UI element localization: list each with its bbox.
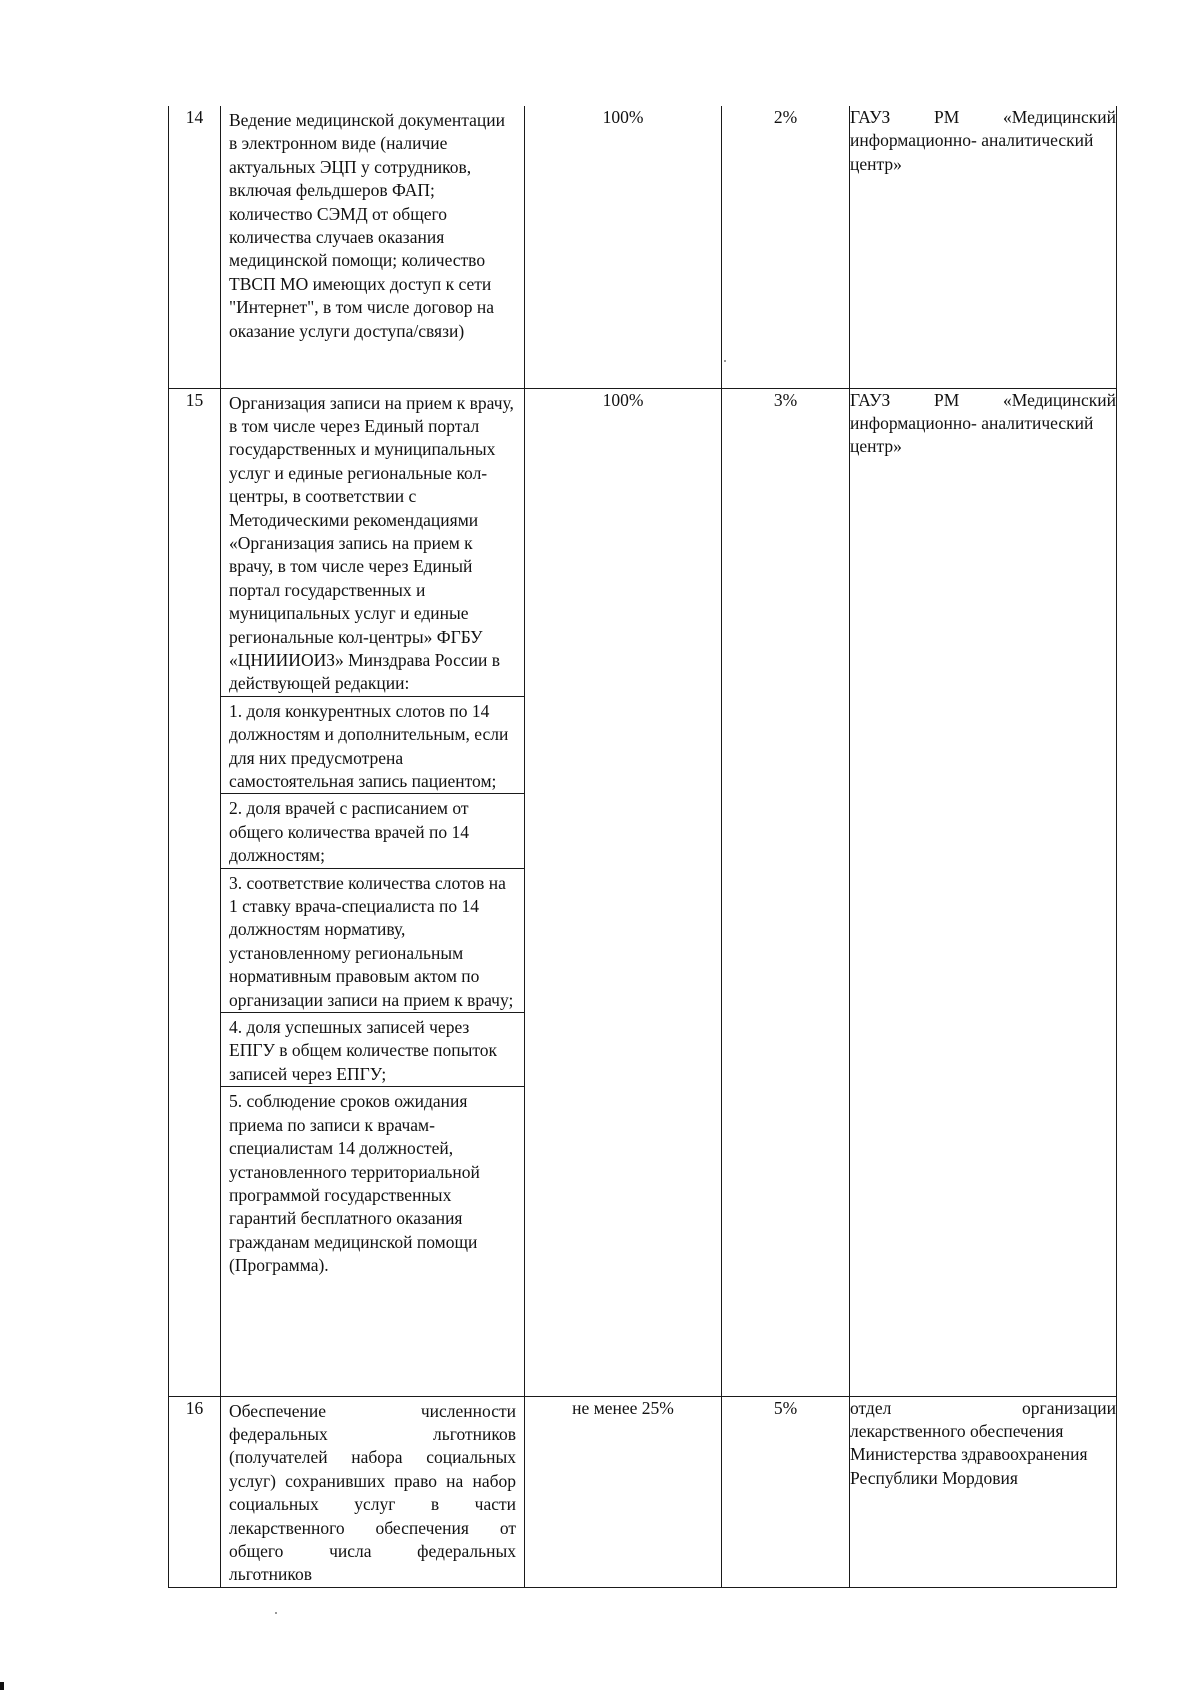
weight-value: 5% [722, 1396, 850, 1587]
indicator-description-cell [221, 1396, 525, 1587]
indicator-description-cell [221, 388, 525, 1396]
table-row [169, 106, 1117, 388]
weight-value: 3% [722, 388, 850, 1396]
indicator-description: Ведение медицинской документации в электронном виде (наличие актуальных ЭЦП у сотрудников, включая фельдшеров ФАП; количество СЭМД от общего количества случаев оказания медицинской помощи; количество ТВСП МО имеющих доступ к сети "Интернет", в том числе договор на оказание услуги доступа/связи) [229, 110, 505, 341]
responsible-org-line1: ГАУЗ РМ «Медицинский [850, 107, 1116, 127]
responsible-org-rest: лекарственного обеспечения Министерства здравоохранения Республики Мордовия [850, 1420, 1088, 1488]
target-value: 100% [525, 106, 722, 388]
sub-item: 4. доля успешных записей через ЕПГУ в общем количестве попыток записей через ЕПГУ; [221, 1013, 524, 1087]
scan-speck [724, 360, 726, 362]
scan-speck [275, 1612, 277, 1614]
responsible-org-rest: информационно- аналитический центр» [850, 412, 1094, 457]
responsible-org [850, 388, 1117, 1396]
sub-item: 5. соблюдение сроков ожидания приема по записи к врачам-специалистам 14 должностей, установленного территориальной программой государственных гарантий бесплатного оказания гражданам медицинской помощи (Программа). [229, 1091, 480, 1276]
indicator-description: Организация записи на прием к врачу, в том числе через Единый портал государственных и муниципальных услуг и единые региональные кол-центры, в соответствии с Методическими рекомендациями «Организация запись на прием к врачу, в том числе через Единый портал государственных и муниципальных услуг и единые региональные кол-центры» ФГБУ «ЦНИИИОИЗ» Минздрава России в действующей редакции: [221, 389, 524, 697]
table-row [169, 1396, 1117, 1587]
responsible-org-rest: информационно- аналитический центр» [850, 130, 1094, 174]
table-row [169, 388, 1117, 1396]
indicator-description-cell [221, 106, 525, 388]
indicators-table [168, 106, 1117, 1588]
sub-item: 1. доля конкурентных слотов по 14 должностям и дополнительным, если для них предусмотрена самостоятельная запись пациентом; [221, 697, 524, 795]
sub-item: 3. соответствие количества слотов на 1 ставку врача-специалиста по 14 должностям нормативу, установленному региональным нормативным правовым актом по организации записи на прием к врачу; [221, 869, 524, 1013]
target-value: 100% [525, 388, 722, 1396]
sub-item: 2. доля врачей с расписанием от общего количества врачей по 14 должностям; [221, 794, 524, 868]
row-number: 16 [169, 1396, 221, 1587]
responsible-org-line1: отдел организации [850, 1397, 1116, 1418]
weight-value: 2% [722, 106, 850, 388]
row-number: 15 [169, 388, 221, 1396]
responsible-org-line1: ГАУЗ РМ «Медицинский [850, 389, 1116, 410]
row-number: 14 [169, 106, 221, 388]
target-value: не менее 25% [525, 1396, 722, 1587]
indicator-description: Обеспечение численности федеральных льготников (получателей набора социальных услуг) сохранивших право на набор социальных услуг в части лекарственного обеспечения от общего числа федеральных льготников [229, 1400, 516, 1585]
responsible-org [850, 106, 1117, 388]
scan-edge-mark [0, 1682, 4, 1690]
responsible-org [850, 1396, 1117, 1587]
